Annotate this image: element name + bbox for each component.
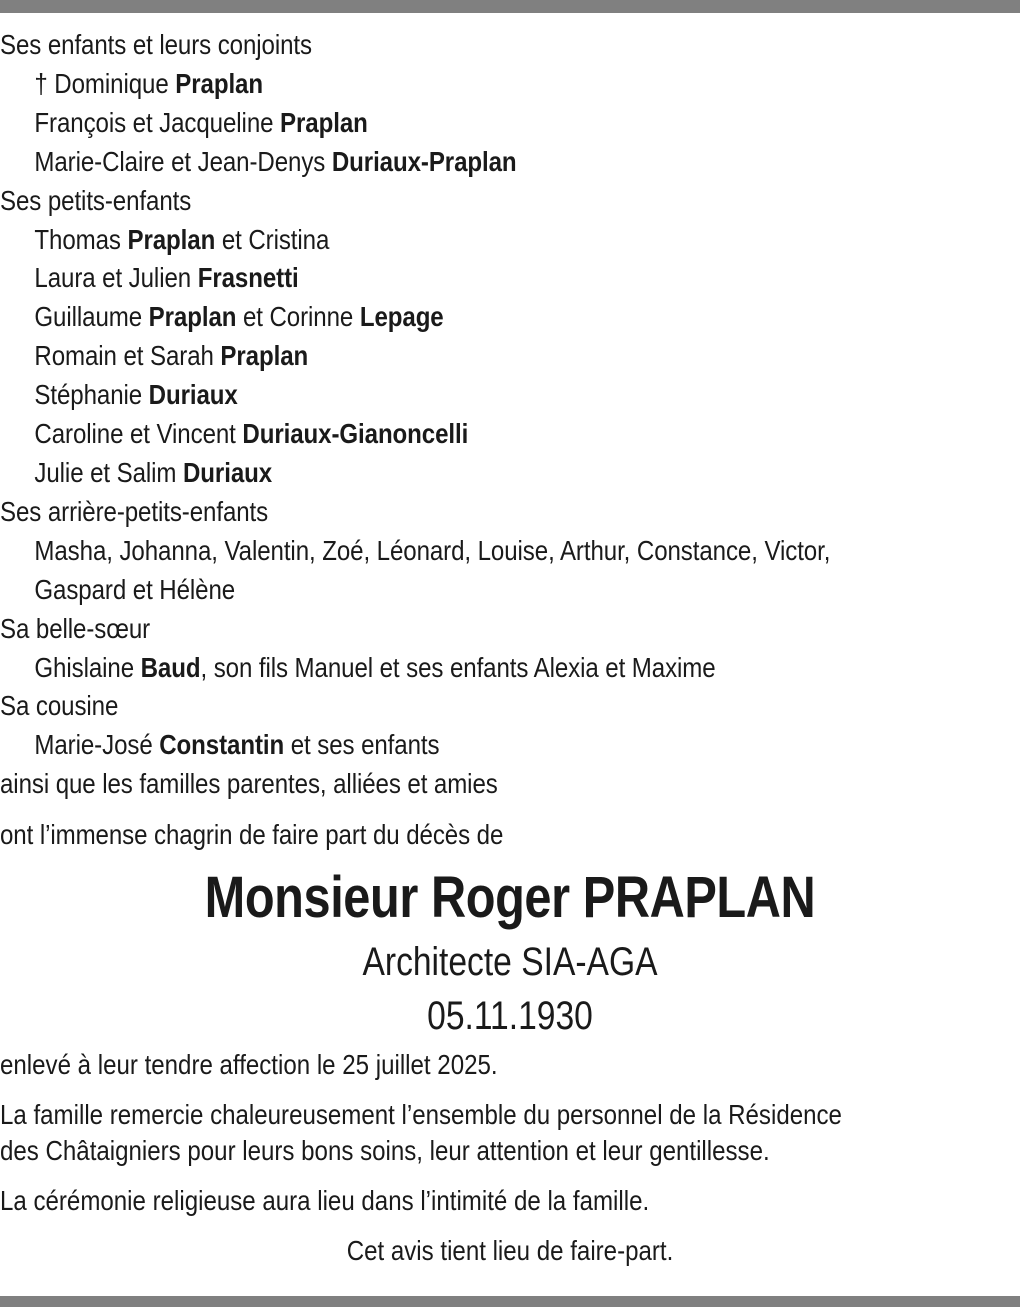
announcement-line: ont l’immense chagrin de faire part du décès de xyxy=(0,819,504,851)
thanks-line: des Châtaigniers pour leurs bons soins, leur attention et leur gentillesse. xyxy=(0,1135,770,1167)
deceased-name: Monsieur Roger PRAPLAN xyxy=(204,865,816,931)
grandchild-line: Romain et Sarah Praplan xyxy=(34,340,309,372)
great-grandchildren-line: Masha, Johanna, Valentin, Zoé, Léonard, Louise, Arthur, Constance, Victor, xyxy=(34,534,831,566)
children-heading: Ses enfants et leurs conjoints xyxy=(0,29,312,60)
grandchildren-heading: Ses petits-enfants xyxy=(0,184,192,216)
grandchild-line: Stéphanie Duriaux xyxy=(34,379,238,411)
sister-in-law-heading: Sa belle-sœur xyxy=(0,612,151,644)
grandchild-line: Guillaume Praplan et Corinne Lepage xyxy=(34,301,444,333)
cousin-line: Marie-José Constantin et ses enfants xyxy=(34,729,440,761)
top-rule xyxy=(0,0,1020,13)
great-grandchildren-heading: Ses arrière-petits-enfants xyxy=(0,495,269,527)
families-line: ainsi que les familles parentes, alliées et amies xyxy=(0,768,498,800)
grandchild-line: Thomas Praplan et Cristina xyxy=(34,223,330,255)
child-line: † Dominique Praplan xyxy=(34,67,263,99)
closing-line: Cet avis tient lieu de faire-part. xyxy=(346,1235,674,1267)
grandchild-line: Caroline et Vincent Duriaux-Gianoncelli xyxy=(34,418,469,450)
death-line: enlevé à leur tendre affection le 25 juillet 2025. xyxy=(0,1049,498,1081)
child-line: Marie-Claire et Jean-Denys Duriaux-Praplan xyxy=(34,145,517,177)
bottom-rule xyxy=(0,1296,1020,1307)
profession: Architecte SIA-AGA xyxy=(362,940,658,985)
grandchild-line: Julie et Salim Duriaux xyxy=(34,456,273,488)
thanks-line: La famille remercie chaleureusement l’ensemble du personnel de la Résidence xyxy=(0,1099,842,1131)
child-line: François et Jacqueline Praplan xyxy=(34,106,368,138)
ceremony-line: La cérémonie religieuse aura lieu dans l’intimité de la famille. xyxy=(0,1185,650,1217)
birth-date: 05.11.1930 xyxy=(427,994,593,1039)
cousin-heading: Sa cousine xyxy=(0,690,119,722)
obituary-notice xyxy=(0,26,1020,1269)
sister-in-law-line: Ghislaine Baud, son fils Manuel et ses enfants Alexia et Maxime xyxy=(34,651,716,683)
great-grandchildren-line: Gaspard et Hélène xyxy=(34,573,236,605)
grandchild-line: Laura et Julien Frasnetti xyxy=(34,262,299,294)
